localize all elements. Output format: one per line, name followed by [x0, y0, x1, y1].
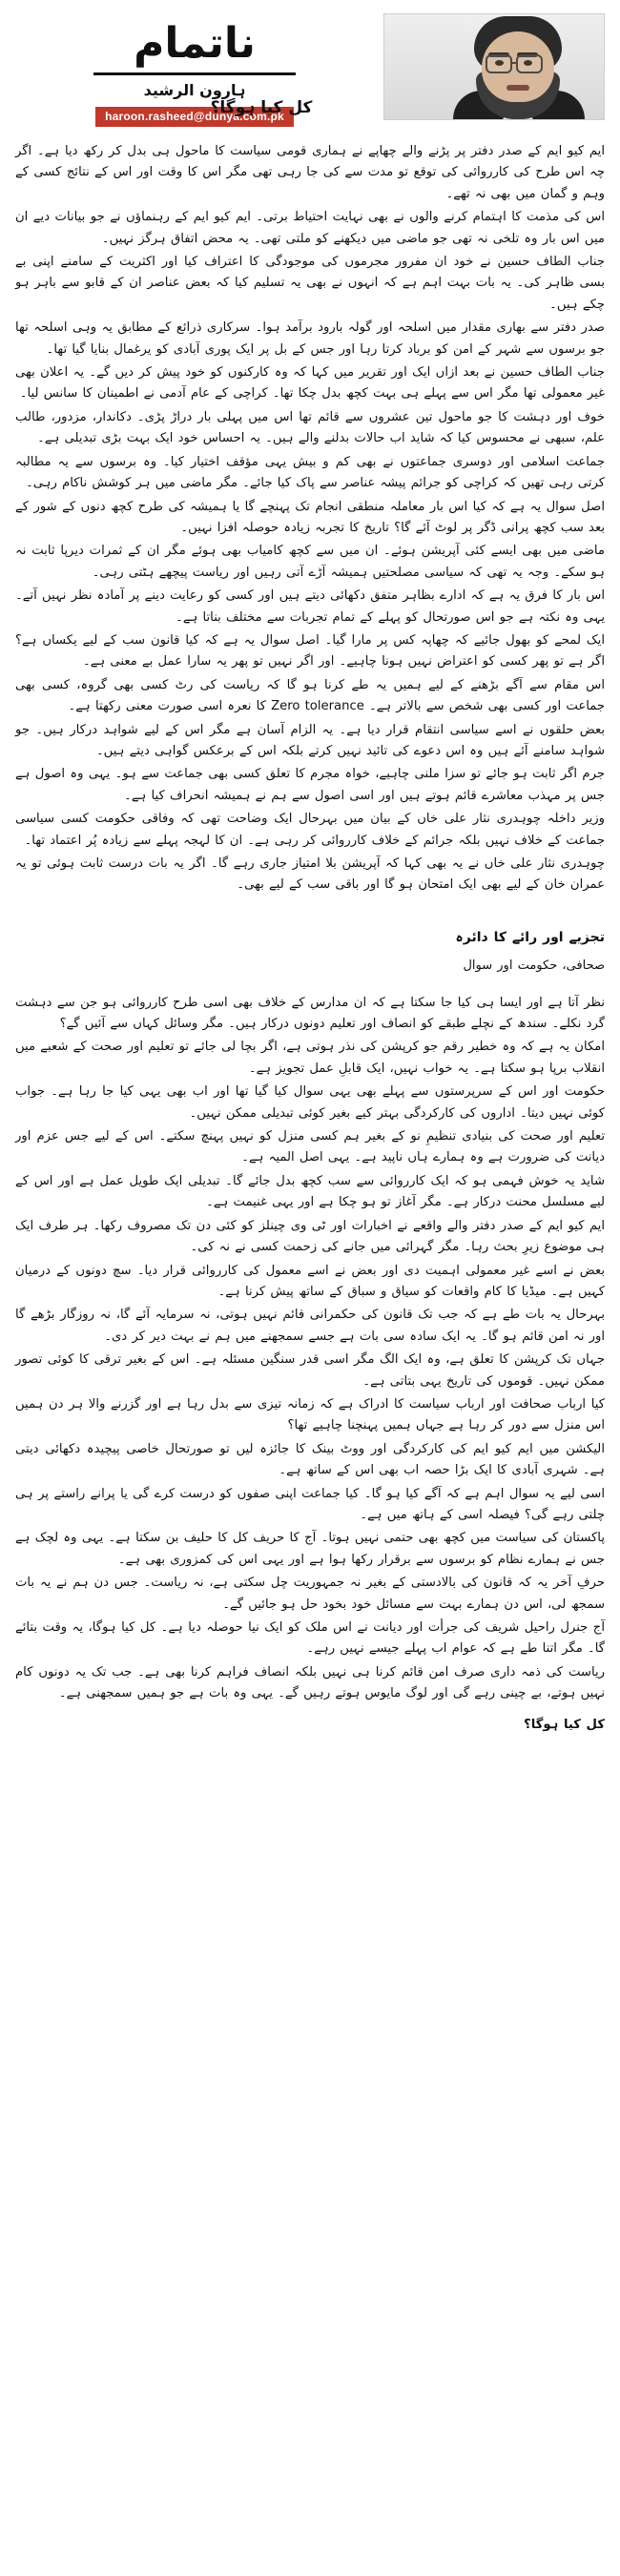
author-email[interactable]: haroon.rasheed@dunya.com.pk [95, 107, 294, 127]
portrait-glasses-left [486, 54, 512, 73]
portrait-mouth [506, 85, 529, 91]
paragraph: آج جنرل راحیل شریف کی جرأت اور دیانت نے اس ملک کو ایک نیا حوصلہ دیا ہے۔ کل کیا ہوگا، یہ وقت بتائے گا۔ مگر اتنا طے ہے کہ عوام اب پہلے جیسے نہیں رہے۔ [15, 1620, 605, 1657]
article-body-top [15, 141, 605, 896]
paragraph: اصل سوال یہ ہے کہ کیا اس بار معاملہ منطقی انجام تک پہنچے گا یا ہمیشہ کی طرح کچھ دنوں کے شور کے بعد سب کچھ پرانی ڈگر پر لوٹ آئے گا؟ تاریخ کا تجربہ زیادہ حوصلہ افزا نہیں۔ [15, 499, 605, 535]
section-subhead: تجزیے اور رائے کا دائرہ [455, 929, 605, 945]
author-portrait-illustration [447, 13, 590, 119]
paragraph: ایک لمحے کو بھول جائیے کہ چھاپہ کس پر مارا گیا۔ اصل سوال یہ ہے کہ کیا قانون سب کے لیے یکساں ہے؟ اگر ہے تو پھر کسی کو اعتراض نہیں ہونا چاہیے۔ اور اگر نہیں تو پھر یہ سارا عمل بے معنی ہے۔ [15, 632, 605, 670]
paragraph: حرفِ آخر یہ کہ قانون کی بالادستی کے بغیر نہ جمہوریت چل سکتی ہے، نہ ریاست۔ جس دن ہم نے یہ بات سمجھ لی، اس دن ہمارے بہت سے مسائل خود بخود حل ہو جائیں گے۔ [15, 1576, 605, 1612]
paragraph: نظر آتا ہے اور ایسا ہی کیا جا سکتا ہے کہ ان مدارس کے خلاف بھی اسی طرح کارروائی ہو جن سے دہشت گرد نکلے۔ سندھ کے نچلے طبقے کو انصاف اور تعلیم دونوں درکار ہیں۔ مگر وسائل کہاں سے آئیں گے؟ [15, 995, 605, 1032]
paragraph: بعض نے اسے غیر معمولی اہمیت دی اور بعض نے اسے معمول کی کارروائی قرار دیا۔ سچ دونوں کے درمیان کہیں ہے۔ میڈیا کا کام واقعات کو سیاق و سباق کے ساتھ پیش کرنا ہے۔ [15, 1263, 605, 1299]
paragraph: بعض حلقوں نے اسے سیاسی انتقام قرار دیا ہے۔ یہ الزام آسان ہے مگر اس کے لیے شواہد درکار ہیں۔ جو شواہد سامنے آئے ہیں وہ اس دعوے کی تائید نہیں کرتے بلکہ اس کے برعکس گواہی دیتے ہیں۔ [15, 722, 605, 758]
page-title: کل کیا ہوگا؟ [210, 98, 313, 117]
author-photo [383, 13, 605, 120]
paragraph: وزیر داخلہ چوہدری نثار علی خاں کے بیان میں بہرحال ایک وضاحت تھی کہ وفاقی حکومت کسی سیاسی جماعت کے خلاف نہیں بلکہ جرائم کے خلاف کارروائی کر رہی ہے۔ ان کا لہجہ پہلے سے زیادہ پُر اعتماد تھا۔ [15, 812, 605, 848]
title-divider [93, 72, 296, 75]
masthead [15, 13, 605, 126]
paragraph: الیکشن میں ایم کیو ایم کی کارکردگی اور ووٹ بینک کا جائزہ لیں تو صورتحال خاصی پیچیدہ دکھائی دیتی ہے۔ شہری آبادی کا ایک بڑا حصہ اب بھی اس کے ساتھ ہے۔ [15, 1441, 605, 1478]
paragraph: چوہدری نثار علی خاں نے یہ بھی کہا کہ آپریشن بلا امتیاز جاری رہے گا۔ اگر یہ بات درست ثابت ہوئی تو یہ عمران خان کے لیے بھی ایک امتحان ہو گا اور باقی سب کے لیے بھی۔ [15, 856, 605, 893]
paragraph: پاکستان کی سیاست میں کچھ بھی حتمی نہیں ہوتا۔ آج کا حریف کل کا حلیف بن سکتا ہے۔ یہی وہ لچک ہے جس نے ہمارے نظام کو برسوں سے برقرار رکھا ہوا ہے اور یہی اس کی کمزوری بھی ہے۔ [15, 1531, 605, 1567]
paragraph: ریاست کی ذمہ داری صرف امن قائم کرنا ہی نہیں بلکہ انصاف فراہم کرنا بھی ہے۔ جب تک یہ دونوں کام نہیں ہوتے، بے چینی رہے گی اور لوگ مایوس ہوتے رہیں گے۔ یہی وہ بات ہے جو ہمیں سمجھنی ہے۔ [15, 1664, 605, 1701]
paragraph: کیا ارباب صحافت اور ارباب سیاست کا ادراک ہے کہ زمانہ تیزی سے بدل رہا ہے اور گزرنے والا ہر دن ہمیں اس منزل سے دور کر رہا ہے جہاں ہمیں پہنچنا چاہیے تھا؟ [15, 1396, 605, 1433]
paragraph: خوف اور دہشت کا جو ماحول تین عشروں سے قائم تھا اس میں پہلی بار دراڑ پڑی۔ دکاندار، مزدور، طالب علم، سبھی نے محسوس کیا کہ شاید اب حالات بدلنے والے ہیں۔ یہ احساس خود ایک بہت بڑی تبدیلی ہے۔ [15, 409, 605, 446]
paragraph: ماضی میں بھی ایسے کئی آپریشن ہوئے۔ ان میں سے کچھ کامیاب بھی ہوئے مگر ان کے ثمرات دیرپا ثابت نہ ہو سکے۔ وجہ یہ تھی کہ سیاسی مصلحتیں ہمیشہ آڑے آتی رہیں اور ریاست پیچھے ہٹتی رہی۔ [15, 544, 605, 580]
paragraph: جماعت اسلامی اور دوسری جماعتوں نے بھی کم و بیش یہی مؤقف اختیار کیا۔ وہ برسوں سے یہ مطالبہ کرتی رہی تھیں کہ کراچی کو جرائم پیشہ عناصر سے پاک کیا جائے۔ مگر ماضی میں ہر کوشش ناکام رہی۔ [15, 454, 605, 491]
closing-line: کل کیا ہوگا؟ [524, 1717, 605, 1732]
portrait-glasses-right [516, 54, 543, 73]
portrait-glasses-bridge [512, 62, 518, 64]
paragraph: اس مقام سے آگے بڑھنے کے لیے ہمیں یہ طے کرنا ہو گا کہ ریاست کی رٹ کسی بھی گروہ، کسی بھی جماعت اور کسی بھی شخص سے بالاتر ہے۔ Zero tolerance کا نعرہ اسی صورت معنی رکھتا ہے۔ [15, 677, 605, 714]
paragraph: امکان یہ ہے کہ وہ خطیر رقم جو کرپشن کی نذر ہوتی ہے، اگر بچا لی جائے تو تعلیم اور صحت کے شعبے میں انقلاب برپا ہو سکتا ہے۔ یہ خواب نہیں، ایک قابلِ عمل تجویز ہے۔ [15, 1040, 605, 1076]
paragraph: ایم کیو ایم کے صدر دفتر پر پڑنے والے چھاپے نے ہماری قومی سیاست کا ماحول ہی بدل کر رکھ دیا ہے۔ اگر چہ اس طرح کی کارروائی کی توقع تو مدت سے کی جا رہی تھی مگر اس کا وقت اور اس کے نتائج کسی کے وہم و گمان میں بھی نہ تھے۔ [15, 144, 605, 201]
paragraph: ایم کیو ایم کے صدر دفتر والے واقعے نے اخبارات اور ٹی وی چینلز کو کئی دن تک مصروف رکھا۔ ہر طرف ایک ہی موضوع زیرِ بحث رہا۔ مگر گہرائی میں جانے کی زحمت کسی نے نہ کی۔ [15, 1218, 605, 1255]
column-title: ناتمام [134, 19, 256, 68]
paragraph: جناب الطاف حسین نے خود ان مفرور مجرموں کی موجودگی کا اعتراف کیا اور اکثریت کے سامنے اپنی بے بسی ظاہر کی۔ یہ بات بہت اہم ہے کہ انہوں نے بھی یہ تسلیم کیا کہ بعض عناصر ان کے قابو سے باہر ہو چکے ہیں۔ [15, 255, 605, 312]
article-body-bottom [15, 993, 605, 1736]
paragraph: شاید یہ خوش فہمی ہو کہ ایک کارروائی سے سب کچھ بدل جائے گا۔ تبدیلی ایک طویل عمل ہے اور اس کے لیے مسلسل محنت درکار ہے۔ مگر آغاز تو ہو چکا ہے اور یہی غنیمت ہے۔ [15, 1173, 605, 1210]
paragraph: جہاں تک کرپشن کا تعلق ہے، وہ ایک الگ مگر اسی قدر سنگین مسئلہ ہے۔ اس کے بغیر ترقی کا کوئی تصور ممکن نہیں۔ قوموں کی تاریخ یہی بتاتی ہے۔ [15, 1352, 605, 1389]
paragraph: اسی لیے یہ سوال اہم ہے کہ آگے کیا ہو گا۔ کیا جماعت اپنی صفوں کو درست کرے گی یا پرانے راستے پر ہی چلتی رہے گی؟ فیصلہ اسی کے ہاتھ میں ہے۔ [15, 1486, 605, 1522]
paragraph: اس بار کا فرق یہ ہے کہ ادارے بظاہر متفق دکھائی دیتے ہیں اور کسی کو رعایت دینے پر آمادہ نظر نہیں آتے۔ یہی وہ نکتہ ہے جو اس صورتحال کو پہلے کے تمام تجربات سے مختلف بناتا ہے۔ [15, 588, 605, 625]
article-subhead-block [15, 927, 605, 978]
section-byline: صحافی، حکومت اور سوال [463, 958, 605, 974]
paragraph: حکومت اور اس کے سرپرستوں سے پہلے بھی یہی سوال کیا گیا تھا اور اب بھی یہی کیا جا رہا ہے۔ جواب کوئی نہیں دیتا۔ اداروں کی کارکردگی بہتر کیے بغیر کوئی تبدیلی ممکن نہیں۔ [15, 1084, 605, 1121]
paragraph: اس کی مذمت کا اہتمام کرنے والوں نے بھی نہایت احتیاط برتی۔ ایم کیو ایم کے رہنماؤں نے جو بیانات دیے ان میں اس بار وہ تلخی نہ تھی جو ماضی میں دیکھنے کو ملتی تھی۔ یہ محض اتفاق ہرگز نہیں۔ [15, 210, 605, 246]
author-name: ہارون الرشید [143, 81, 246, 99]
paragraph: جناب الطاف حسین نے بعد ازاں ایک اور تقریر میں کہا کہ وہ کارکنوں کو خود پیش کر دیں گے۔ یہ اعلان بھی غیر معمولی تھا مگر اس سے پہلے ہی بہت کچھ بدل چکا تھا۔ کراچی کے عام آدمی نے اطمینان کا سانس لیا۔ [15, 365, 605, 402]
headline-zone [156, 95, 366, 117]
paragraph: جرم اگر ثابت ہو جائے تو سزا ملنی چاہیے، خواہ مجرم کا تعلق کسی بھی جماعت سے ہو۔ یہی وہ اصول ہے جس پر مہذب معاشرے قائم ہوتے ہیں اور اسی اصول سے ہم نے ہمیشہ انحراف کیا ہے۔ [15, 767, 605, 803]
paragraph: بہرحال یہ بات طے ہے کہ جب تک قانون کی حکمرانی قائم نہیں ہوتی، نہ سرمایہ آئے گا، نہ روزگار بڑھے گا اور نہ امن قائم ہو گا۔ یہ ایک سادہ سی بات ہے جسے سمجھنے میں ہم نے بہت دیر کر دی۔ [15, 1308, 605, 1344]
paragraph: تعلیم اور صحت کی بنیادی تنظیمِ نو کے بغیر ہم کسی منزل کو نہیں پہنچ سکتے۔ اس کے لیے جس عزم اور دیانت کی ضرورت ہے وہ ہمارے ہاں ناپید ہے۔ یہی اصل المیہ ہے۔ [15, 1129, 605, 1165]
paragraph: صدر دفتر سے بھاری مقدار میں اسلحہ اور گولہ بارود برآمد ہوا۔ سرکاری ذرائع کے مطابق یہ وہی اسلحہ تھا جو برسوں سے شہر کے امن کو برباد کرتا رہا اور جس کے بل پر ایک پوری آبادی کو یرغمال بنایا گیا تھا۔ [15, 320, 605, 357]
photo-frame [383, 13, 605, 120]
